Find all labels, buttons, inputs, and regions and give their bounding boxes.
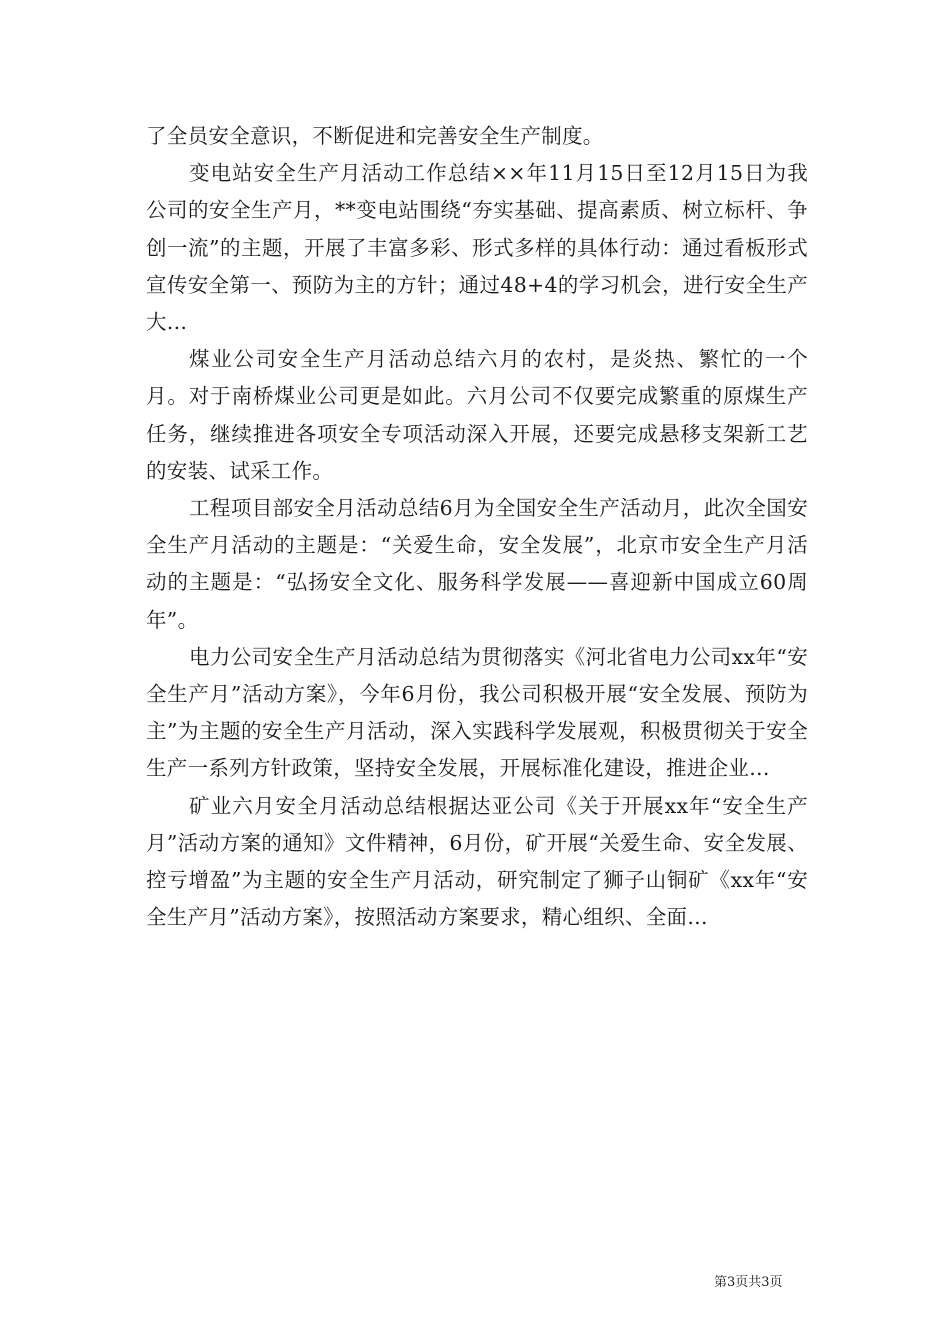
page-number-footer: 第3页共3页 bbox=[714, 1275, 783, 1290]
document-body bbox=[146, 118, 808, 936]
paragraph-substation-summary: 变电站安全生产月活动工作总结××年11月15日至12月15日为我公司的安全生产月，**变电站围绕“夯实基础、提高素质、树立标杆、争创一流”的主题，开展了丰富多彩、形式多样的具体行动：通过看板形式宣传安全第一、预防为主的方针；通过48+4的学习机会，进行安全生产大... bbox=[146, 161, 808, 335]
paragraph-engineering-project-summary: 工程项目部安全月活动总结6月为全国安全生产活动月，此次全国安全生产月活动的主题是：“关爱生命，安全发展”，北京市安全生产月活动的主题是：“弘扬安全文化、服务科学发展——喜迎新中国成立60周年”。 bbox=[146, 496, 808, 632]
paragraph-continuation: 了全员安全意识，不断促进和完善安全生产制度。 bbox=[146, 124, 604, 148]
paragraph-mining-summary: 矿业六月安全月活动总结根据达亚公司《关于开展xx年“安全生产月”活动方案的通知》文件精神，6月份，矿开展“关爱生命、安全发展、控亏增盈”为主题的安全生产月活动，研究制定了狮子山铜矿《xx年“安全生产月”活动方案》，按照活动方案要求，精心组织、全面... bbox=[146, 793, 808, 930]
paragraph-power-company-summary: 电力公司安全生产月活动总结为贯彻落实《河北省电力公司xx年“安全生产月”活动方案》，今年6月份，我公司积极开展“安全发展、预防为主”为主题的安全生产月活动，深入实践科学发展观，积极贯彻关于安全生产一系列方针政策，坚持安全发展，开展标准化建设，推进企业... bbox=[146, 644, 808, 781]
paragraph-coal-company-summary: 煤业公司安全生产月活动总结六月的农村，是炎热、繁忙的一个月。对于南桥煤业公司更是如此。六月公司不仅要完成繁重的原煤生产任务，继续推进各项安全专项活动深入开展，还要完成悬移支架新工艺的安装、试采工作。 bbox=[146, 347, 808, 483]
